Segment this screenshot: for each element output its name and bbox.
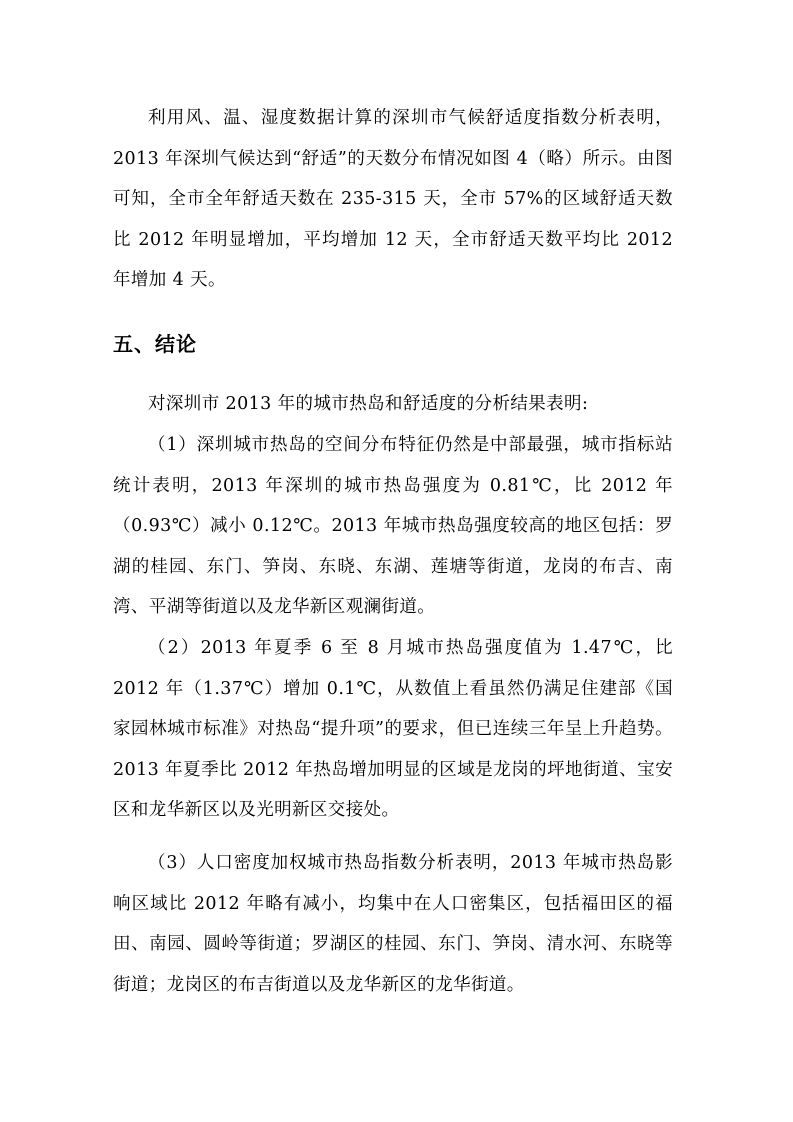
conclusion-lead: 对深圳市 2013 年的城市热岛和舒适度的分析结果表明: xyxy=(148,394,589,414)
conclusion-item-2: （2）2013 年夏季 6 至 8 月城市热岛强度值为 1.47℃，比 2012 年（1.37℃）增加 0.1℃，从数值上看虽然仍满足住建部《国家园林城市标准》对热岛“提升项”的要求，但已连续三年呈上升趋势。2013 年夏季比 2012 年热岛增加明显的区域是龙岗的坪地街道、宝安区和龙华新区以及光明新区交接处。 xyxy=(113,638,673,820)
section-heading: 五、结论 xyxy=(113,332,197,356)
conclusion-item-3: （3）人口密度加权城市热岛指数分析表明，2013 年城市热岛影响区域比 2012 年略有减小，均集中在人口密集区，包括福田区的福田、南园、圆岭等街道；罗湖区的桂园、东门、笋岗、清水河、东晓等街道；龙岗区的布吉街道以及龙华新区的龙华街道。 xyxy=(113,853,673,995)
intro-paragraph: 利用风、温、湿度数据计算的深圳市气候舒适度指数分析表明，2013 年深圳气候达到“舒适”的天数分布情况如图 4（略）所示。由图可知，全市全年舒适天数在 235-315 天，全市 57%的区域舒适天数比 2012 年明显增加，平均增加 12 天，全市舒适天数平均比 2012 年增加 4 天。 xyxy=(113,108,673,290)
conclusion-item-1: （1）深圳城市热岛的空间分布特征仍然是中部最强，城市指标站统计表明，2013 年深圳的城市热岛强度为 0.81℃，比 2012 年（0.93℃）减小 0.12℃。2013 年城市热岛强度较高的地区包括：罗湖的桂园、东门、笋岗、东晓、东湖、莲塘等街道，龙岗的布吉、南湾、平湖等街道以及龙华新区观澜街道。 xyxy=(113,435,673,617)
